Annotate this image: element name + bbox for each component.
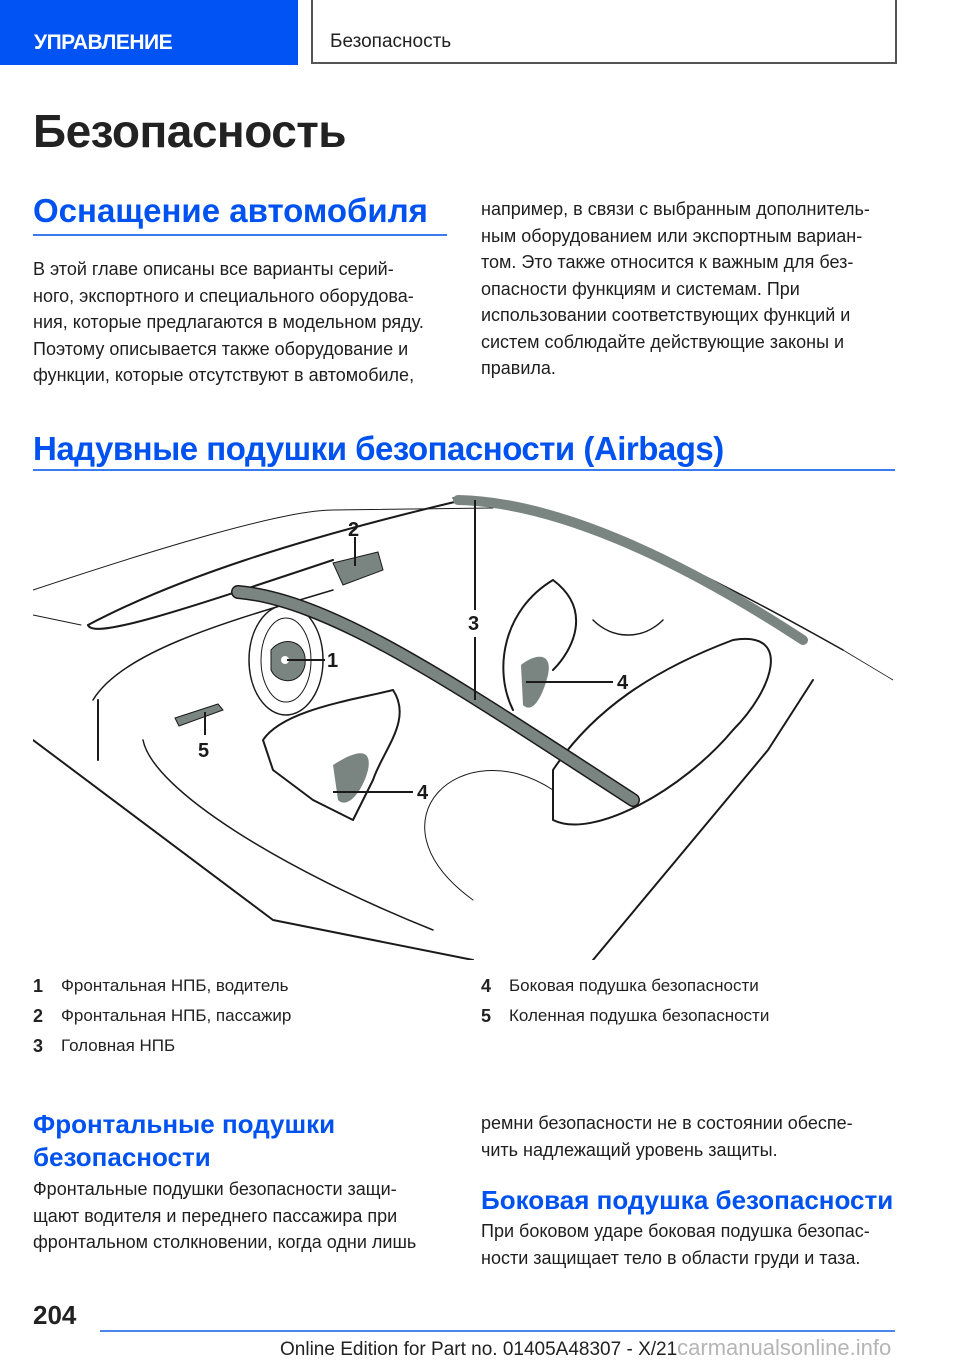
callout-4: 4	[617, 672, 629, 694]
legend-text: Головная НПБ	[61, 1036, 176, 1055]
footer-rule	[100, 1330, 895, 1332]
text-line: использовании соответствующих функций и	[481, 305, 851, 325]
page-title: Безопасность	[33, 105, 347, 157]
text-line: Фронтальные подушки безопасности защи-	[33, 1179, 397, 1199]
legend-number: 4	[481, 975, 492, 996]
heading-line: Фронтальные подушки	[33, 1109, 336, 1139]
page-number: 204	[33, 1300, 77, 1330]
edition-text: Online Edition for Part no. 01405A48307 - X/21	[280, 1339, 678, 1360]
side-airbag-text	[481, 1218, 870, 1271]
heading-front-airbags	[33, 1108, 335, 1174]
chapter-tab-label: УПРАВЛЕНИЕ	[34, 31, 173, 54]
legend-text: Боковая подушка безопасности	[509, 976, 759, 995]
footer-edition	[280, 1335, 891, 1361]
section-breadcrumb-label: Безопасность	[330, 31, 452, 52]
front-airbags-text-right	[481, 1110, 853, 1163]
front-airbags-text-left	[33, 1176, 416, 1256]
text-line: ным оборудованием или экспортным вариан-	[481, 225, 863, 246]
text-line: щают водителя и переднего пассажира при	[33, 1205, 398, 1226]
heading-equipment: Оснащение автомобиля	[33, 192, 428, 229]
text-line: функции, которые отсутствуют в автомобиле,	[33, 365, 415, 385]
text-line: например, в связи с выбранным дополнитель-	[481, 199, 870, 219]
legend-item	[33, 1031, 291, 1061]
text-line: фронтальном столкновении, когда одни лишь	[33, 1232, 417, 1252]
legend-item	[33, 971, 291, 1001]
watermark-link[interactable]: carmanualsonline.info	[677, 1335, 892, 1360]
text-line: систем соблюдайте действующие законы и	[481, 331, 845, 352]
legend-text: Коленная подушка безопасности	[509, 1006, 770, 1025]
text-line: ремни безопасности не в состоянии обеспе-	[481, 1113, 853, 1133]
text-line: ния, которые предлагаются в модельном ряду.	[33, 312, 424, 332]
heading-rule	[33, 469, 895, 471]
figure-legend-left	[33, 971, 291, 1061]
legend-item	[481, 971, 769, 1001]
callout-4: 4	[417, 782, 429, 804]
legend-text: Фронтальная НПБ, пассажир	[61, 1006, 292, 1025]
text-line: ности защищает тело в области груди и таза.	[481, 1247, 861, 1268]
text-line: ного, экспортного и специального оборудова-	[33, 285, 414, 306]
legend-number: 2	[33, 1005, 44, 1026]
text-line: Поэтому описывается также оборудование и	[33, 338, 409, 359]
legend-number: 3	[33, 1035, 44, 1056]
text-line: опасности функциям и системам. При	[481, 278, 800, 299]
heading-rule	[33, 234, 447, 236]
section-breadcrumb	[311, 0, 897, 64]
text-line: При боковом ударе боковая подушка безопас-	[481, 1221, 870, 1241]
airbag-locations-illustration	[33, 490, 893, 960]
callout-2: 2	[348, 519, 360, 541]
callout-1: 1	[327, 650, 339, 672]
chapter-tab[interactable]	[0, 0, 298, 65]
legend-item	[481, 1001, 769, 1031]
text-line: том. Это также относится к важным для без-	[481, 252, 854, 272]
heading-line: безопасности	[33, 1142, 211, 1172]
legend-item	[33, 1001, 291, 1031]
equipment-text-right	[481, 196, 870, 382]
equipment-text-left	[33, 256, 424, 389]
text-line: чить надлежащий уровень защиты.	[481, 1139, 778, 1160]
figure-legend-right	[481, 971, 769, 1031]
legend-number: 5	[481, 1005, 492, 1026]
legend-text: Фронтальная НПБ, водитель	[61, 976, 289, 995]
text-line: правила.	[481, 358, 556, 378]
callout-5: 5	[198, 740, 210, 762]
callout-3: 3	[468, 613, 480, 635]
heading-side-airbag: Боковая подушка безопасности	[481, 1185, 894, 1215]
legend-number: 1	[33, 975, 44, 996]
text-line: В этой главе описаны все варианты серий-	[33, 259, 394, 279]
heading-airbags: Надувные подушки безопасности (Airbags)	[33, 430, 724, 467]
